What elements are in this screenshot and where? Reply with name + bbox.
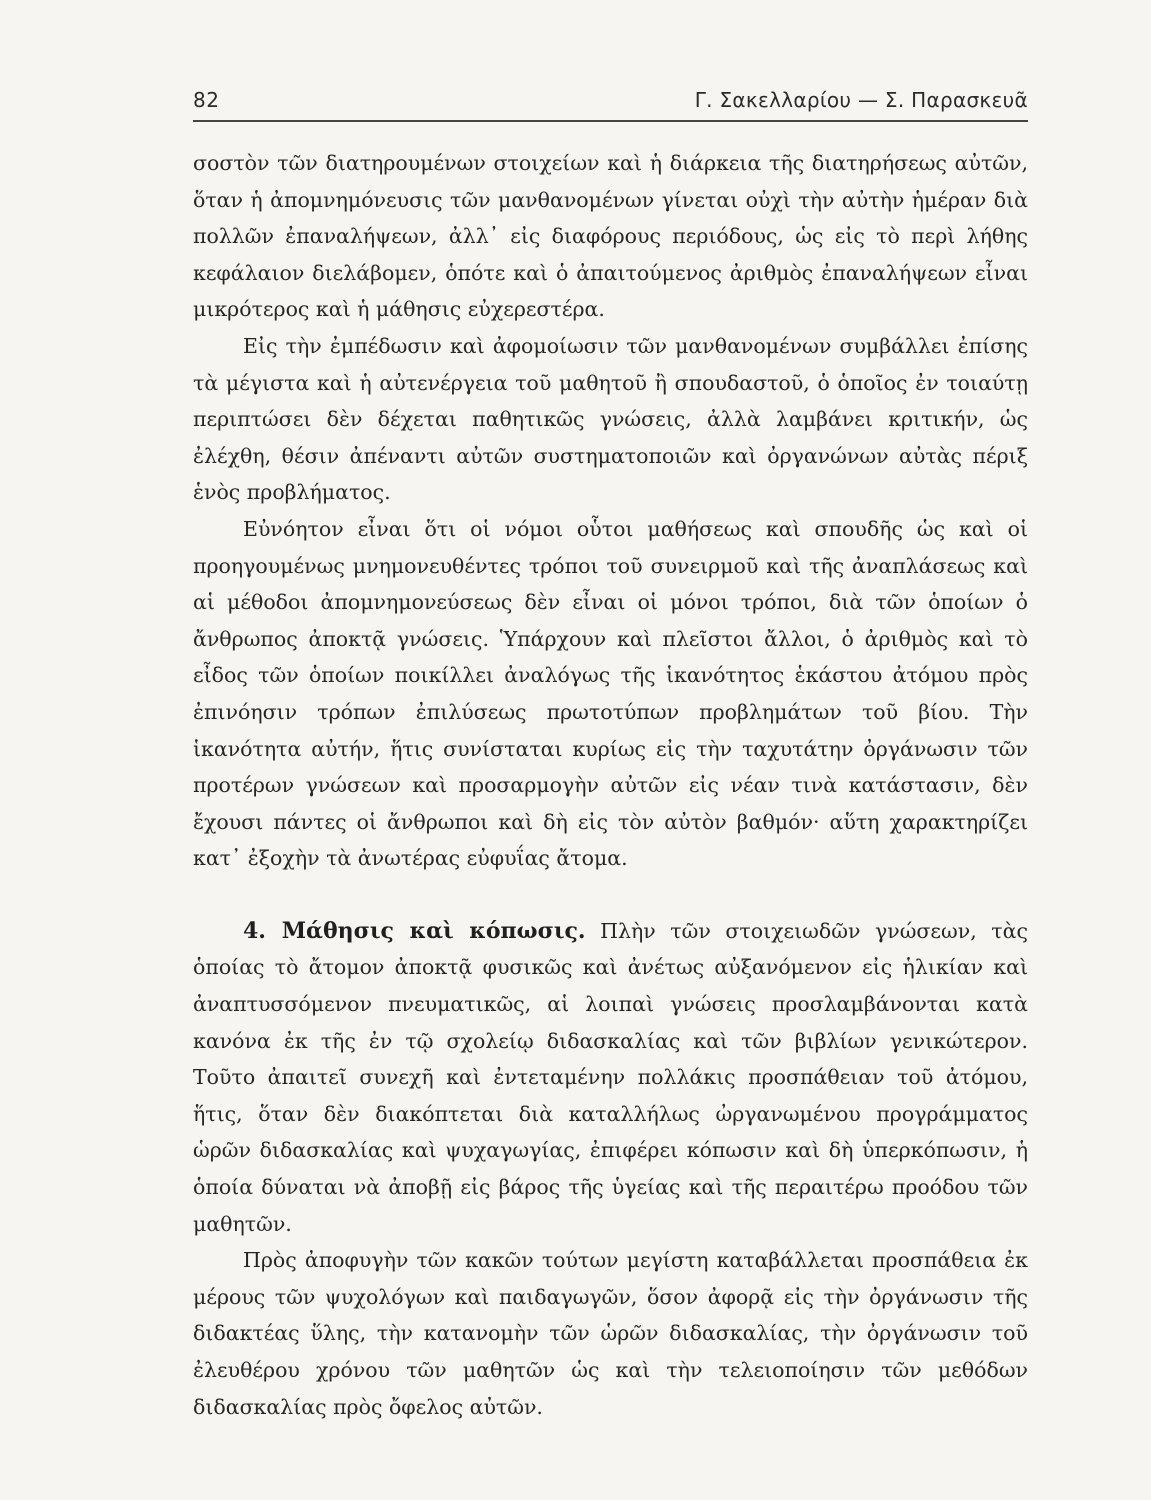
section-number: 4.: [243, 917, 266, 944]
running-head-authors: Γ. Σακελλαρίου — Σ. Παρασκευᾶ: [694, 88, 1028, 112]
section-4-text: Πλὴν τῶν στοιχειωδῶν γνώσεων, τὰς ὁποίας τὸ ἄτομον ἀποκτᾷ φυσικῶς καὶ ἀνέτως αὐξανόμενον εἰς ἡλικίαν καὶ ἀναπτυσσόμενον πνευματικῶς, αἱ λοιπαὶ γνώσεις προσλαμβάνονται κατὰ κανόνα ἐκ τῆς ἐν τῷ σχολείῳ διδασκαλίας καὶ τῶν βιβλίων γενικώτερον. Τοῦτο ἀπαιτεῖ συνεχῆ καὶ ἐντεταμένην πολλάκις προσπάθειαν τοῦ ἀτόμου, ἥτις, ὅταν δὲν διακόπτεται διὰ καταλλήλως ὠργανωμένου προγράμματος ὡρῶν διδασκαλίας καὶ ψυχαγωγίας, ἐπιφέρει κόπωσιν καὶ δὴ ὑπερκόπωσιν, ἡ ὁποία δύναται νὰ ἀποβῇ εἰς βάρος τῆς ὑγείας καὶ τῆς περαιτέρω προόδου τῶν μαθητῶν.: [193, 918, 1028, 1236]
paragraph-avoidance: Πρὸς ἀποφυγὴν τῶν κακῶν τούτων μεγίστη καταβάλλεται προσπάθεια ἐκ μέρους τῶν ψυχολόγων καὶ παιδαγωγῶν, ὅσον ἀφορᾷ εἰς τὴν ὀργάνωσιν τῆς διδακτέας ὕλης, τὴν κατανομὴν τῶν ὡρῶν διδασκαλίας, τὴν ὀργάνωσιν τοῦ ἐλευθέρου χρόνου τῶν μαθητῶν ὡς καὶ τὴν τελειοποίησιν τῶν μεθόδων διδασκαλίας πρὸς ὄφελος αὐτῶν.: [193, 1248, 1028, 1419]
paragraph-self-activity: Εἰς τὴν ἐμπέδωσιν καὶ ἀφομοίωσιν τῶν μανθανομένων συμβάλλει ἐπίσης τὰ μέγιστα καὶ ἡ αὐτενέργεια τοῦ μαθητοῦ ἢ σπουδαστοῦ, ὁ ὁποῖος ἐν τοιαύτῃ περιπτώσει δὲν δέχεται παθητικῶς γνώσεις, ἀλλὰ λαμβάνει κριτικήν, ὡς ἐλέχθη, θέσιν ἀπέναντι αὐτῶν συστηματοποιῶν καὶ ὀργανώνων αὐτὰς πέριξ ἑνὸς προβλήματος.: [193, 333, 1028, 505]
section-4-paragraph: [193, 913, 1028, 1242]
page-number: 82: [193, 88, 220, 112]
running-head: [193, 80, 1028, 122]
section-title: Μάθησις καὶ κόπωσις.: [281, 917, 586, 944]
paragraph-learning-laws: Εὐνόητον εἶναι ὅτι οἱ νόμοι οὗτοι μαθήσεως καὶ σπουδῆς ὡς καὶ οἱ προηγουμένως μνημονευθέντες τρόποι τοῦ συνειρμοῦ καὶ τῆς ἀναπλάσεως καὶ αἱ μέθοδοι ἀπομνημονεύσεως δὲν εἶναι οἱ μόνοι τρόποι, διὰ τῶν ὁποίων ὁ ἄνθρωπος ἀποκτᾷ γνώσεις. Ὑπάρχουν καὶ πλεῖστοι ἄλλοι, ὁ ἀριθμὸς καὶ τὸ εἶδος τῶν ὁποίων ποικίλλει ἀναλόγως τῆς ἱκανότητος ἑκάστου ἀτόμου πρὸς ἐπινόησιν τρόπων ἐπιλύσεως πρωτοτύπων προβλημάτων τοῦ βίου. Τὴν ἱκανότητα αὐτήν, ἥτις συνίσταται κυρίως εἰς τὴν ταχυτάτην ὀργάνωσιν τῶν προτέρων γνώσεων καὶ προσαρμογὴν αὐτῶν εἰς νέαν τινὰ κατάστασιν, δὲν ἔχουσι πάντες οἱ ἄνθρωποι καὶ δὴ εἰς τὸν αὐτὸν βαθμόν· αὕτη χαρακτηρίζει κατ᾽ ἐξοχὴν τὰ ἀνωτέρας εὐφυΐας ἄτομα.: [193, 516, 1028, 871]
section-spacer: [193, 877, 1028, 913]
section-heading: [243, 918, 586, 944]
paragraph-continued: σοστὸν τῶν διατηρουμένων στοιχείων καὶ ἡ διάρκεια τῆς διατηρήσεως αὐτῶν, ὅταν ἡ ἀπομνημόνευσις τῶν μανθανομένων γίνεται οὐχὶ τὴν αὐτὴν ἡμέραν διὰ πολλῶν ἐπαναλήψεων, ἀλλ᾽ εἰς διαφόρους περιόδους, ὡς εἰς τὸ περὶ λήθης κεφάλαιον διελάβομεν, ὁπότε καὶ ὁ ἀπαιτούμενος ἀριθμὸς ἐπαναλήψεων εἶναι μικρότερος καὶ ἡ μάθησις εὐχερεστέρα.: [193, 151, 1028, 322]
body-text: [193, 145, 1028, 1425]
